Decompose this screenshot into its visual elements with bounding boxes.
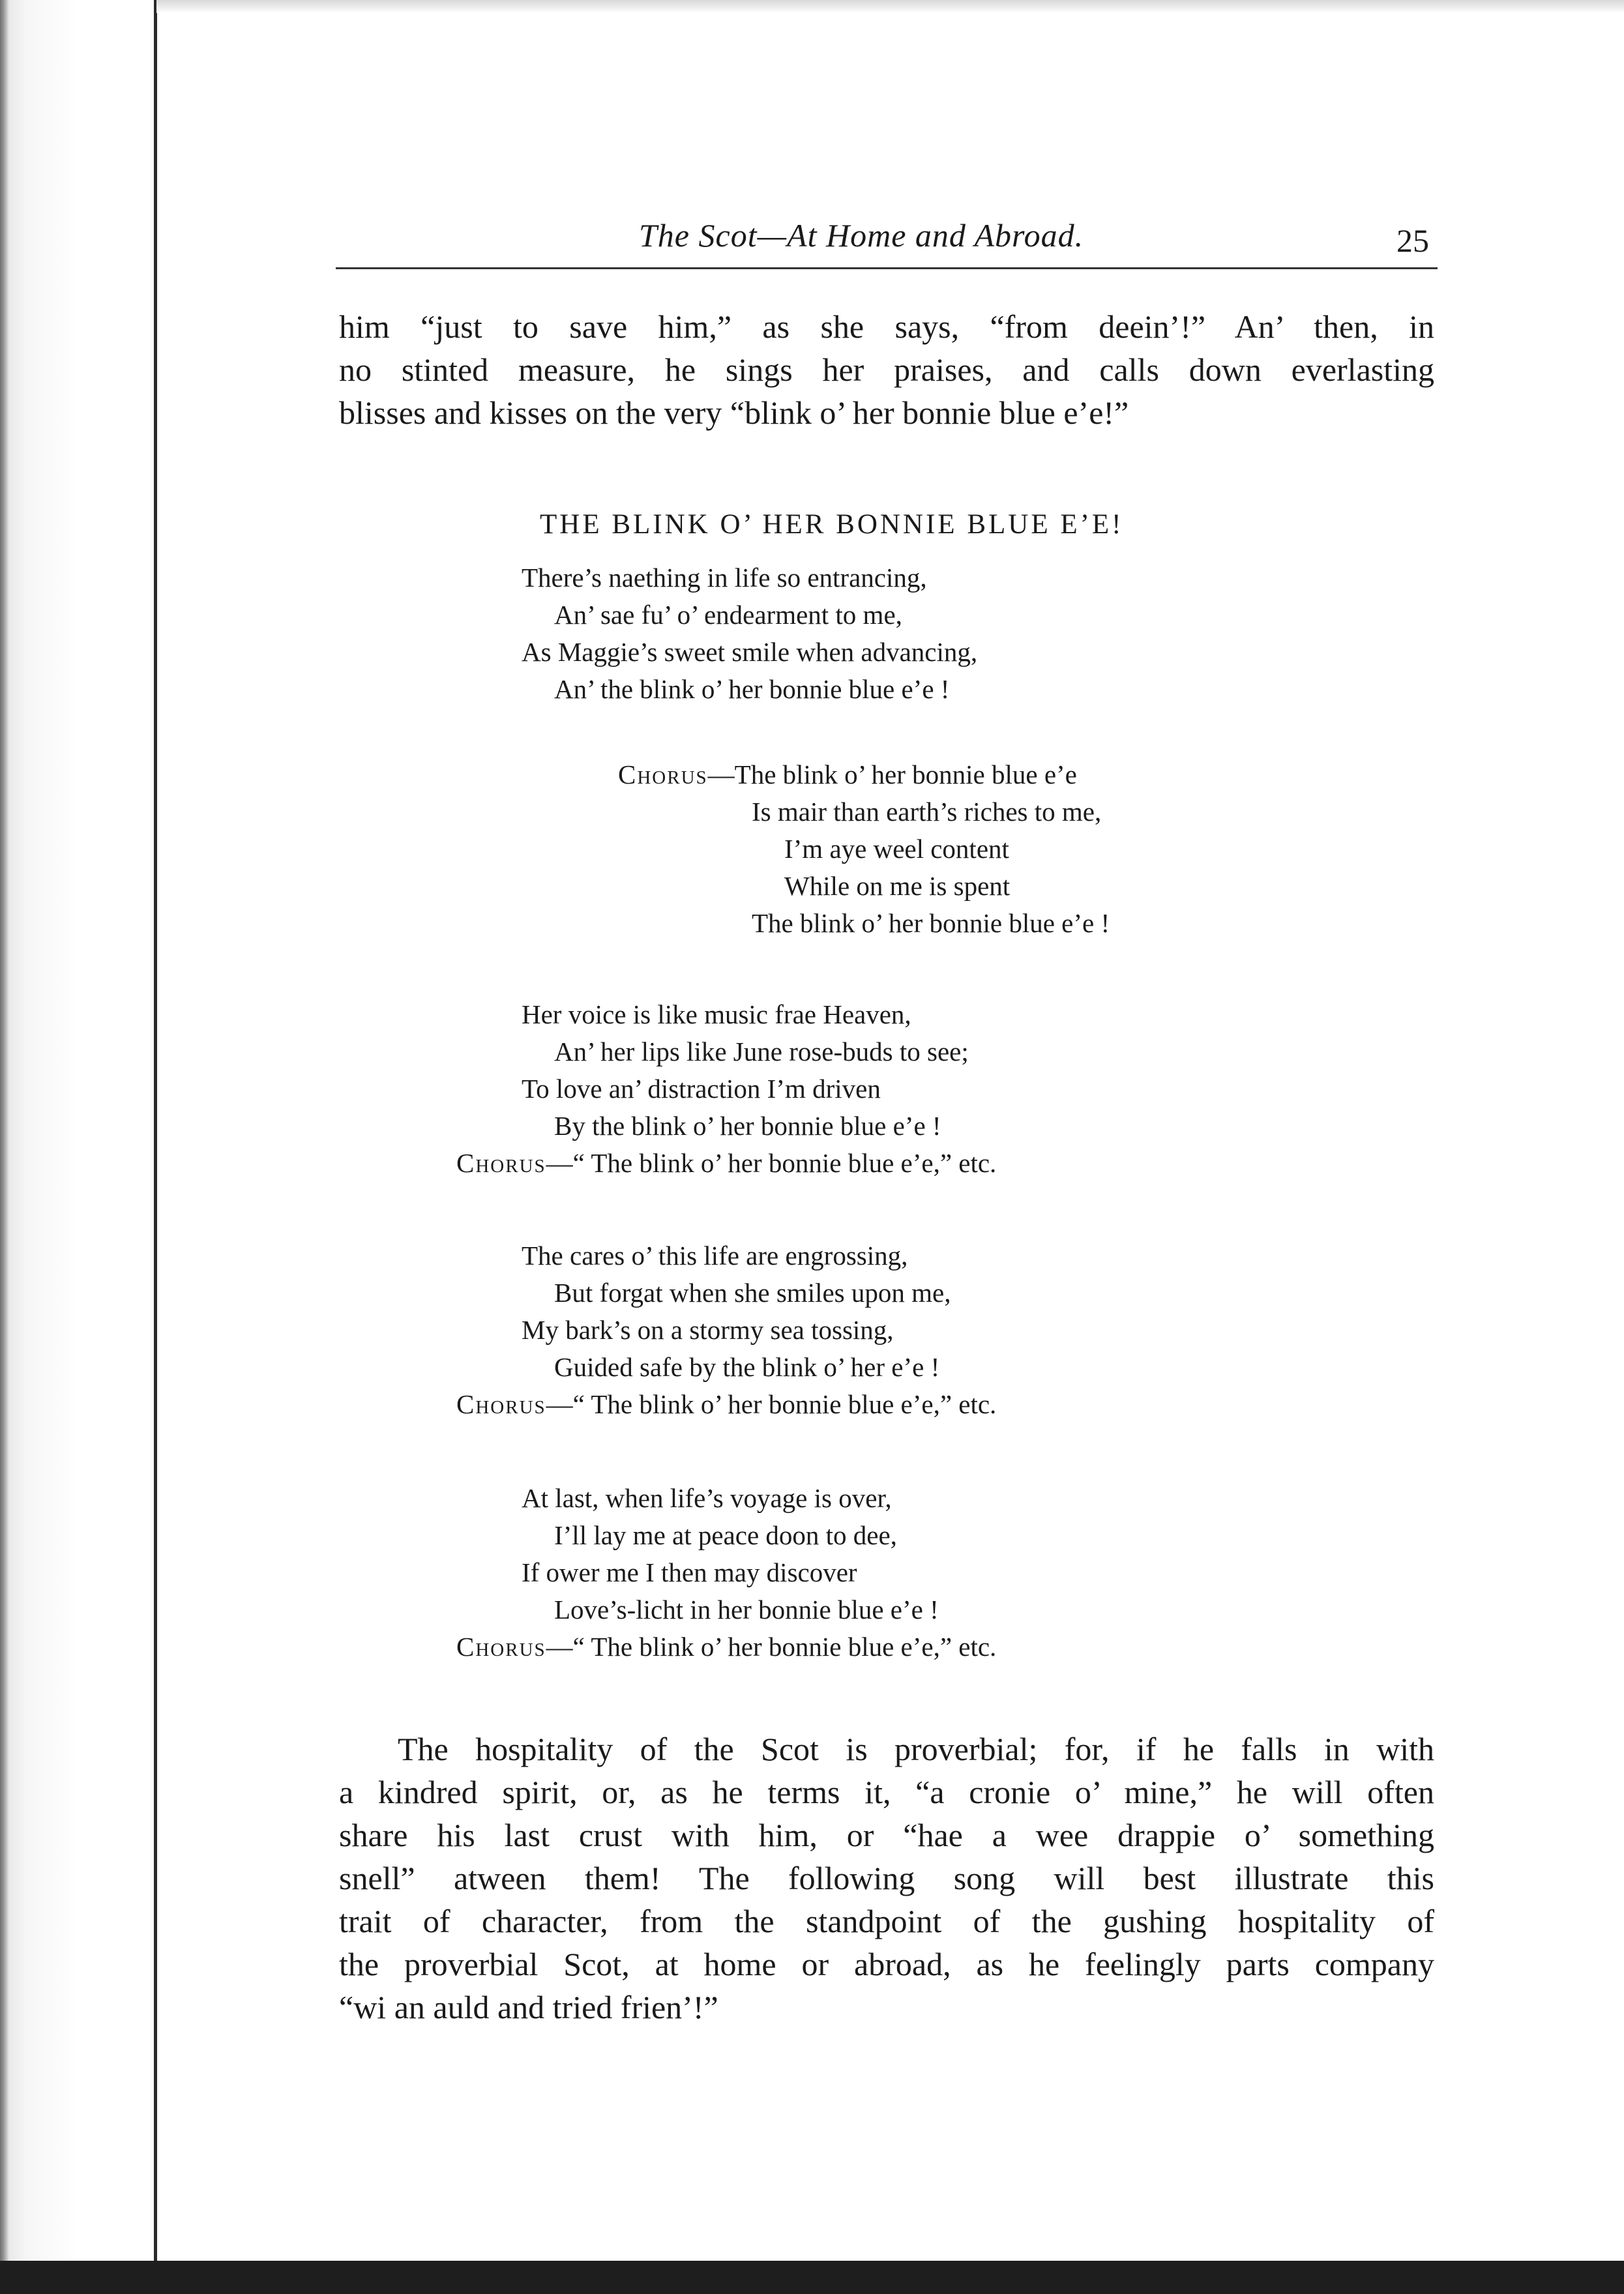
chorus-line: —The blink o’ her bonnie blue e’e	[707, 759, 1077, 789]
verse-line: An’ her lips like June rose-buds to see;	[554, 1037, 969, 1066]
chorus-reference	[456, 1386, 996, 1423]
verse-line: If ower me I then may discover	[522, 1557, 857, 1587]
chorus-reference-text: —“ The blink o’ her bonnie blue e’e,” etc.	[546, 1632, 997, 1662]
chorus-line: I’m aye weel content	[784, 834, 1009, 864]
song-title: THE BLINK O’ HER BONNIE BLUE E’E!	[540, 509, 1124, 540]
chorus-first-line	[618, 756, 1110, 793]
page-number: 25	[1396, 222, 1429, 259]
stanza-4	[456, 1480, 997, 1666]
stanza-1	[522, 559, 977, 708]
outro-line: “wi an auld and tried frien’!”	[339, 1989, 718, 2025]
verse-line: There’s naething in life so entrancing,	[522, 563, 927, 593]
verse-line: Guided safe by the blink o’ her e’e !	[554, 1352, 940, 1382]
verse-line: To love an’ distraction I’m driven	[522, 1074, 881, 1104]
chorus-label: Chorus	[456, 1389, 546, 1419]
verse-line: An’ sae fu’ o’ endearment to me,	[554, 600, 902, 630]
verse-line: At last, when life’s voyage is over,	[522, 1483, 892, 1513]
outro-line: the proverbial Scot, at home or abroad, as he feelingly parts company	[339, 1946, 1434, 1982]
outro-paragraph	[339, 1728, 1434, 2029]
chorus-reference-text: —“ The blink o’ her bonnie blue e’e,” etc.	[546, 1389, 997, 1419]
chorus-label: Chorus	[456, 1148, 546, 1178]
verse-line: Her voice is like music frae Heaven,	[522, 999, 911, 1029]
outro-line: snell” atween them! The following song will best illustrate this	[339, 1860, 1434, 1896]
intro-line: him “just to save him,” as she says, “from deein’!” An’ then, in	[339, 308, 1434, 345]
chorus-line: The blink o’ her bonnie blue e’e !	[752, 908, 1110, 938]
verse-line: An’ the blink o’ her bonnie blue e’e !	[554, 674, 950, 704]
outro-line: The hospitality of the Scot is proverbial; for, if he falls in with	[398, 1731, 1434, 1767]
chorus	[618, 756, 1110, 942]
intro-line: no stinted measure, he sings her praises, and calls down everlasting	[339, 351, 1434, 388]
outro-line: share his last crust with him, or “hae a wee drappie o’ something	[339, 1817, 1434, 1853]
chorus-line: Is mair than earth’s riches to me,	[752, 797, 1102, 827]
verse-line: Love’s-licht in her bonnie blue e’e !	[554, 1595, 939, 1625]
verse-line: I’ll lay me at peace doon to dee,	[554, 1520, 897, 1550]
verse-line: My bark’s on a stormy sea tossing,	[522, 1315, 894, 1345]
running-head	[339, 209, 1447, 267]
stanza-3	[456, 1237, 997, 1423]
intro-line: blisses and kisses on the very “blink o’ her bonnie blue e’e!”	[339, 394, 1129, 431]
verse-line: As Maggie’s sweet smile when advancing,	[522, 637, 978, 667]
header-rule	[336, 267, 1438, 269]
chorus-line: While on me is spent	[784, 871, 1011, 901]
verse-line: By the blink o’ her bonnie blue e’e !	[554, 1111, 941, 1141]
intro-paragraph	[339, 305, 1434, 434]
verse-line: But forgat when she smiles upon me,	[554, 1278, 951, 1308]
chorus-label: Chorus	[456, 1632, 546, 1662]
running-head-title: The Scot—At Home and Abroad.	[639, 217, 1084, 254]
stanza-2	[456, 996, 997, 1182]
chorus-reference-text: —“ The blink o’ her bonnie blue e’e,” etc.	[546, 1148, 997, 1178]
chorus-reference	[456, 1628, 996, 1666]
verse-line: The cares o’ this life are engrossing,	[522, 1241, 908, 1271]
chorus-reference	[456, 1145, 996, 1182]
outro-line: trait of character, from the standpoint of the gushing hospitality of	[339, 1903, 1434, 1939]
outro-line: a kindred spirit, or, as he terms it, “a cronie o’ mine,” he will often	[339, 1774, 1434, 1810]
chorus-label: Chorus	[618, 759, 708, 789]
